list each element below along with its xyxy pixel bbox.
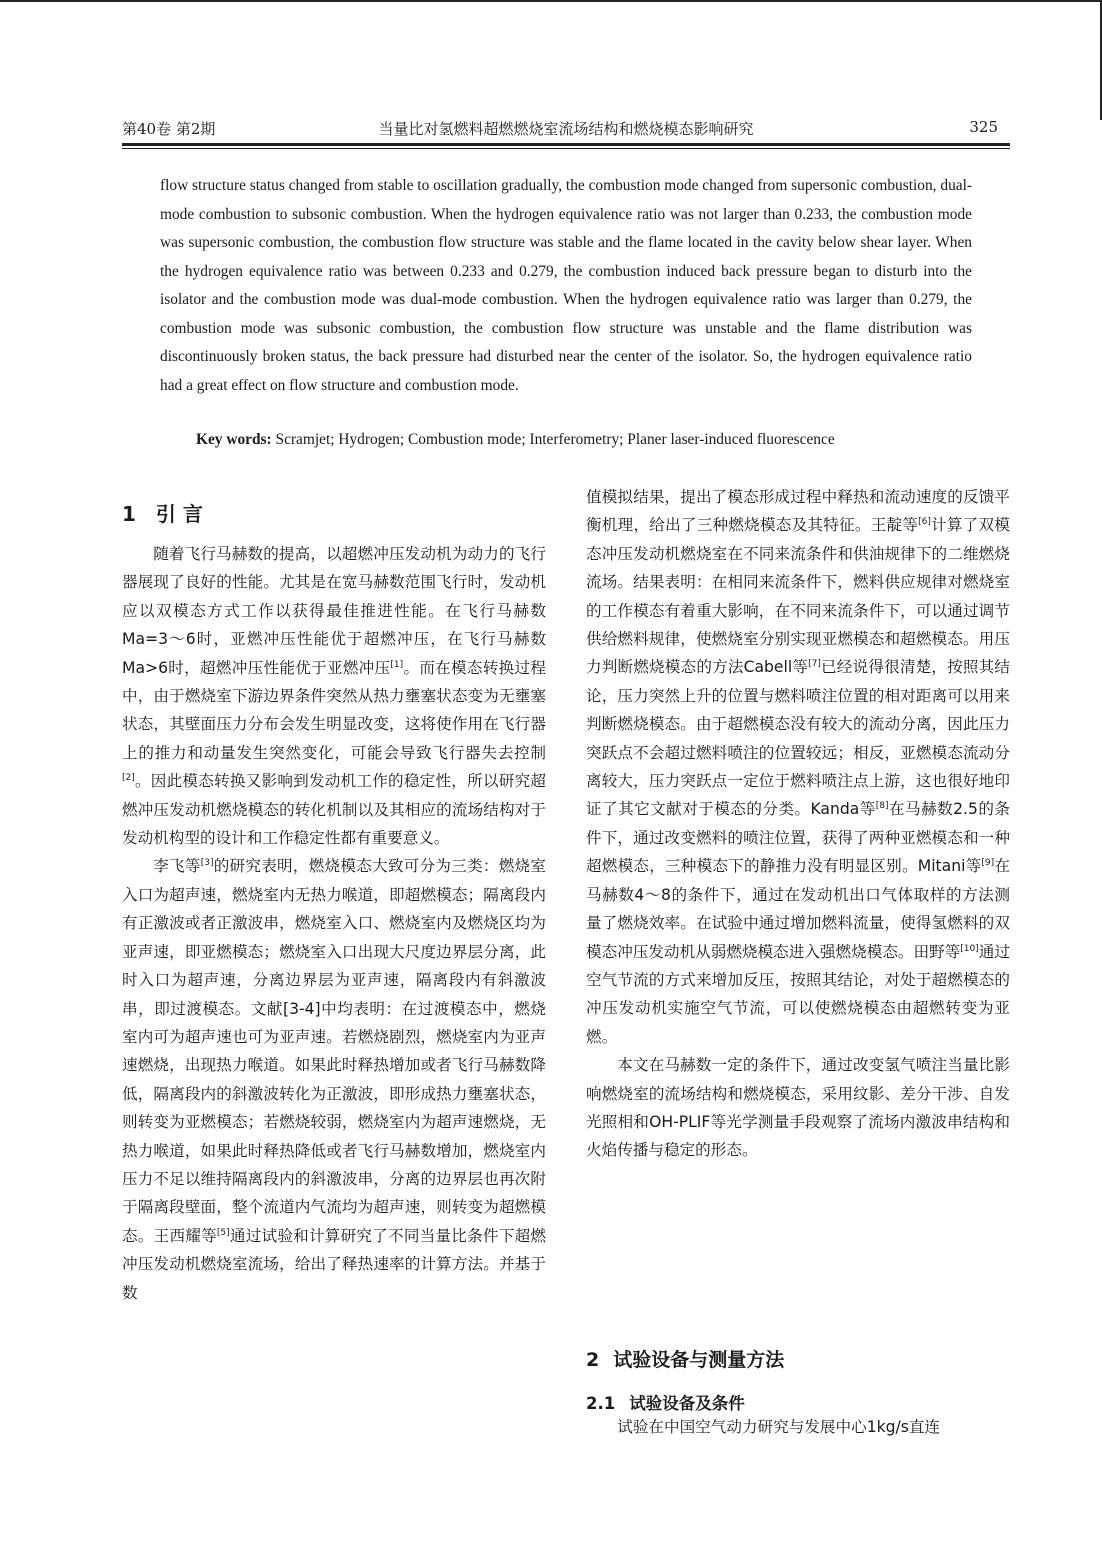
citation: [5]	[216, 1227, 230, 1238]
citation: [3]	[200, 858, 214, 869]
citation: [2]	[122, 773, 135, 784]
left-column	[122, 540, 546, 1307]
running-title: 当量比对氢燃料超燃燃烧室流场结构和燃烧模态影响研究	[378, 120, 754, 138]
section-number: 2	[586, 1349, 600, 1371]
keywords-list: Scramjet; Hydrogen; Combustion mode; Interferometry; Planer laser-induced fluorescence	[275, 431, 835, 448]
citation: [1]	[390, 659, 404, 670]
section-title: 试验设备与测量方法	[613, 1349, 785, 1371]
keywords	[196, 428, 972, 452]
right-column	[586, 483, 1010, 1165]
abstract-text: flow structure status changed from stable to oscillation gradually, the combustion mode changed from supersonic combustion, dual-mode combustion to subsonic combustion. When the hydrogen equivalence ratio was not larger than 0.233, the combustion mode was supersonic combustion, the combustion flow structure was stable and the flame located in the cavity below shear layer. When the hydrogen equivalence ratio was between 0.233 and 0.279, the combustion induced back pressure began to disturb into the isolator and the combustion mode was dual-mode combustion. When the hydrogen equivalence ratio was larger than 0.279, the combustion mode was subsonic combustion, the combustion flow structure was unstable and the flame distribution was discontinuously broken status, the back pressure had disturbed near the center of the isolator. So, the hydrogen equivalence ratio had a great effect on flow structure and combustion mode.	[160, 177, 972, 394]
keywords-label: Key words:	[196, 431, 272, 448]
citation: [7]	[808, 659, 821, 670]
citation: [10]	[960, 943, 979, 954]
citation: [6]	[918, 517, 931, 528]
section-number: 1	[122, 502, 136, 526]
citation: [9]	[981, 858, 995, 869]
intro-paragraph-1: 随着飞行马赫数的提高，以超燃冲压发动机为动力的飞行器展现了良好的性能。尤其是在宽马赫数范围飞行时，发动机应以双模态方式工作以获得最佳推进性能。在飞行马赫数Ma=3～6时，亚燃冲压性能优于超燃冲压，在飞行马赫数Ma>6时，超燃冲压性能优于亚燃冲压[1]。而在模态转换过程中，由于燃烧室下游边界条件突然从热力壅塞状态变为无壅塞状态，其壁面压力分布会发生明显改变，这将使作用在飞行器上的推力和动量发生突然变化，可能会导致飞行器失去控制[2]。因此模态转换又影响到发动机工作的稳定性，所以研究超燃冲压发动机燃烧模态的转化机制以及其相应的流场结构对于发动机构型的设计和工作稳定性都有重要意义。	[122, 545, 546, 848]
page-number: 325	[969, 118, 998, 136]
section-2-body	[586, 1413, 1010, 1441]
intro-paragraph-2-continued: 值模拟结果，提出了模态形成过程中释热和流动速度的反馈平衡机理，给出了三种燃烧模态及其特征。王靛等[6]计算了双模态冲压发动机燃烧室在不同来流条件和供油规律下的二维燃烧流场。结果表明：在相同来流条件下，燃料供应规律对燃烧室的工作模态有着重大影响，在不同来流条件下，可以通过调节供给燃料规律，使燃烧室分别实现亚燃模态和超燃模态。用压力判断燃烧模态的方法Cabell等[7]已经说得很清楚，按照其结论，压力突然上升的位置与燃料喷注位置的相对距离可以用来判断燃烧模态。由于超燃模态没有较大的流动分离，因此压力突跃点不会超过燃料喷注的位置较远；相反，亚燃模态流动分离较大，压力突跃点一定位于燃料喷注点上游，这也很好地印证了其它文献对于模态的分类。Kanda等[8]在马赫数2.5的条件下，通过改变燃料的喷注位置，获得了两种亚燃模态和一种超燃模态，三种模态下的静推力没有明显区别。Mitani等[9]在马赫数4～8的条件下，通过在发动机出口气体取样的方法测量了燃烧效率。在试验中通过增加燃料流量，使得氢燃料的双模态冲压发动机从弱燃烧模态进入强燃烧模态。田野等[10]通过空气节流的方式来增加反压，按照其结论，对处于超燃模态的冲压发动机实施空气节流，可以使燃烧模态由超燃转变为亚燃。	[586, 488, 1010, 1046]
section-2-heading	[586, 1345, 784, 1372]
subsection-2-1-heading	[586, 1390, 745, 1414]
english-abstract	[160, 172, 972, 400]
header-rule	[122, 143, 1010, 146]
intro-paragraph-2: 李飞等[3]的研究表明，燃烧模态大致可分为三类：燃烧室入口为超声速，燃烧室内无热力喉道，即超燃模态；隔离段内有正激波或者正激波串，燃烧室入口、燃烧室内及燃烧区均为亚声速，即亚燃模态；燃烧室入口出现大尺度边界层分离，此时入口为超声速，分离边界层为亚声速，隔离段内有斜激波串，即过渡模态。文献[3-4]中均表明：在过渡模态中，燃烧室内可为超声速也可为亚声速。若燃烧剧烈，燃烧室内为亚声速燃烧，出现热力喉道。如果此时释热增加或者飞行马赫数降低，隔离段内的斜激波转化为正激波，即形成热力壅塞状态，则转变为亚燃模态；若燃烧较弱，燃烧室内为超声速燃烧，无热力喉道，如果此时释热降低或者飞行马赫数增加，燃烧室内压力不足以维持隔离段内的斜激波串，分离的边界层也再次附于隔离段壁面，整个流道内气流均为超声速，则转变为超燃模态。王西耀等[5]通过试验和计算研究了不同当量比条件下超燃冲压发动机燃烧室流场，给出了释热速率的计算方法。并基于数	[122, 857, 546, 1302]
citation: [8]	[875, 801, 889, 812]
volume-issue: 第40卷 第2期	[122, 120, 216, 138]
page-top-border	[0, 0, 1102, 2]
intro-paragraph-3: 本文在马赫数一定的条件下，通过改变氢气喷注当量比影响燃烧室的流场结构和燃烧模态，采用纹影、差分干涉、自发光照相和OH-PLIF等光学测量手段观察了流场内激波串结构和火焰传播与稳定的形态。	[586, 1056, 1010, 1160]
section-title: 引 言	[155, 502, 203, 526]
running-header	[122, 118, 1010, 140]
section-1-heading	[122, 498, 203, 527]
section-2-paragraph-1: 试验在中国空气动力研究与发展中心1kg/s直连	[617, 1418, 941, 1436]
subsection-number: 2.1	[586, 1394, 616, 1413]
header-rule-thin	[122, 148, 1010, 149]
subsection-title: 试验设备及条件	[629, 1394, 745, 1413]
